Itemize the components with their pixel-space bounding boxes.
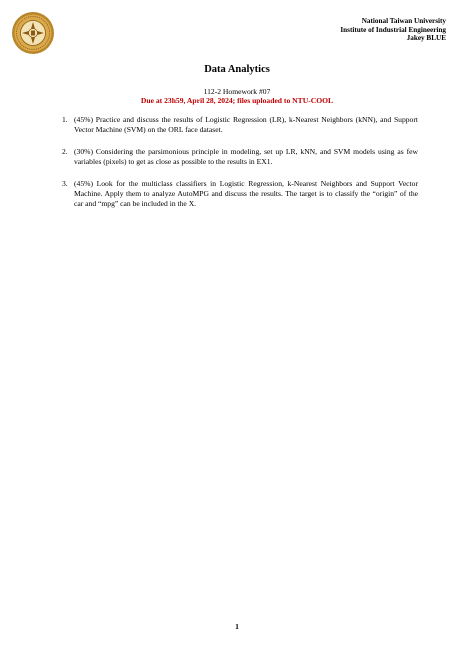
header-university: National Taiwan University: [361, 17, 446, 25]
task-number: 2.: [62, 147, 68, 157]
task-item: [62, 179, 418, 208]
task-text: (45%) Look for the multiclass classifiers in Logistic Regression, k-Nearest Neighbors and Support Vector Machine. Apply them to analyze AutoMPG and discuss the results. The target is to classify the “origin” of the car and “mpg” can be included in the X.: [74, 179, 418, 208]
header-block: [340, 17, 446, 43]
task-number: 1.: [62, 115, 68, 124]
task-list: [62, 115, 418, 221]
due-date: Due at 23h59, April 28, 2024; files uploaded to NTU-COOL: [140, 96, 334, 105]
header-author: Jakey BLUE: [406, 34, 446, 43]
header-institute: Institute of Industrial Engineering: [340, 25, 446, 34]
task-item: [62, 115, 418, 134]
page-title: Data Analytics: [204, 64, 270, 75]
task-item: [62, 147, 418, 166]
task-text: (45%) Practice and discuss the results of Logistic Regression (LR), k-Nearest Neighbors (kNN), and Support Vector Machine (SVM) on the ORL face dataset.: [74, 115, 418, 134]
university-seal-icon: [11, 11, 55, 55]
task-text: (30%) Considering the parsimonious principle in modeling, set up LR, kNN, and SVM models using as few variables (pixels) to get as close as possible to the results in EX1.: [74, 147, 418, 166]
page-number: 1: [235, 622, 239, 631]
task-number: 3.: [62, 179, 68, 189]
homework-number: 112-2 Homework #07: [203, 87, 271, 96]
